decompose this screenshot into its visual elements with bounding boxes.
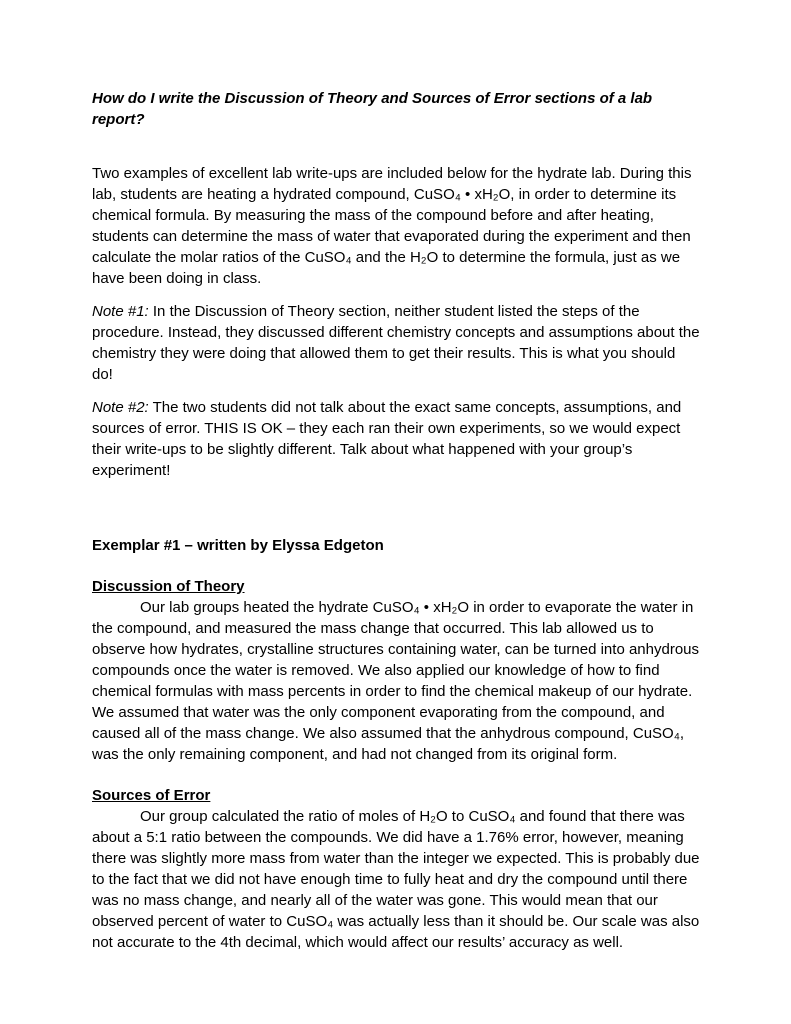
note1-text: In the Discussion of Theory section, neither student listed the steps of the procedure. Instead, they discussed different chemistry concepts and assumptions about the chemistry they were doing that allowed them to get their results. This is what you should do!	[92, 303, 700, 383]
note1-label: Note #1:	[92, 303, 149, 320]
sources-of-error-body: Our group calculated the ratio of moles of H₂O to CuSO₄ and found that there was about a 5:1 ratio between the compounds. We did have a 1.76% error, however, meaning there was slightly more mass from water than the integer we expected. This is probably due to the fact that we did not have enough time to fully heat and dry the compound until there was no mass change, and nearly all of the water was gone. This would mean that our observed percent of water to CuSO₄ was actually less than it should be. Our scale was also not accurate to the 4th decimal, which would affect our results’ accuracy as well.	[92, 808, 700, 951]
note2-text: The two students did not talk about the exact same concepts, assumptions, and sources of error. THIS IS OK – they each ran their own experiments, so we would expect their write-ups to be slightly different. Talk about what happened with your group’s experiment!	[92, 399, 682, 479]
document-title: How do I write the Discussion of Theory and Sources of Error sections of a lab report?	[92, 90, 653, 128]
discussion-of-theory-heading: Discussion of Theory	[92, 578, 245, 595]
sources-of-error-heading: Sources of Error	[92, 787, 211, 804]
note2-label: Note #2:	[92, 399, 149, 416]
intro-paragraph: Two examples of excellent lab write-ups are included below for the hydrate lab. During this lab, students are heating a hydrated compound, CuSO₄ • xH₂O, in order to determine its chemical formula. By measuring the mass of the compound before and after heating, students can determine the mass of water that evaporated during the experiment and then calculate the molar ratios of the CuSO₄ and the H₂O to determine the formula, just as we have been doing in class.	[92, 165, 692, 287]
note1-paragraph	[92, 301, 700, 385]
note2-paragraph	[92, 397, 700, 481]
exemplar-heading: Exemplar #1 – written by Elyssa Edgeton	[92, 537, 384, 554]
discussion-of-theory-body: Our lab groups heated the hydrate CuSO₄ • xH₂O in order to evaporate the water in the compound, and measured the mass change that occurred. This lab allowed us to observe how hydrates, crystalline structures containing water, can be turned into anhydrous compounds once the water is removed. We also applied our knowledge of how to find chemical formulas with mass percents in order to find the chemical makeup of our hydrate. We assumed that water was the only component evaporating from the compound, and caused all of the mass change. We also assumed that the anhydrous compound, CuSO₄, was the only remaining component, and had not changed from its original form.	[92, 599, 700, 763]
